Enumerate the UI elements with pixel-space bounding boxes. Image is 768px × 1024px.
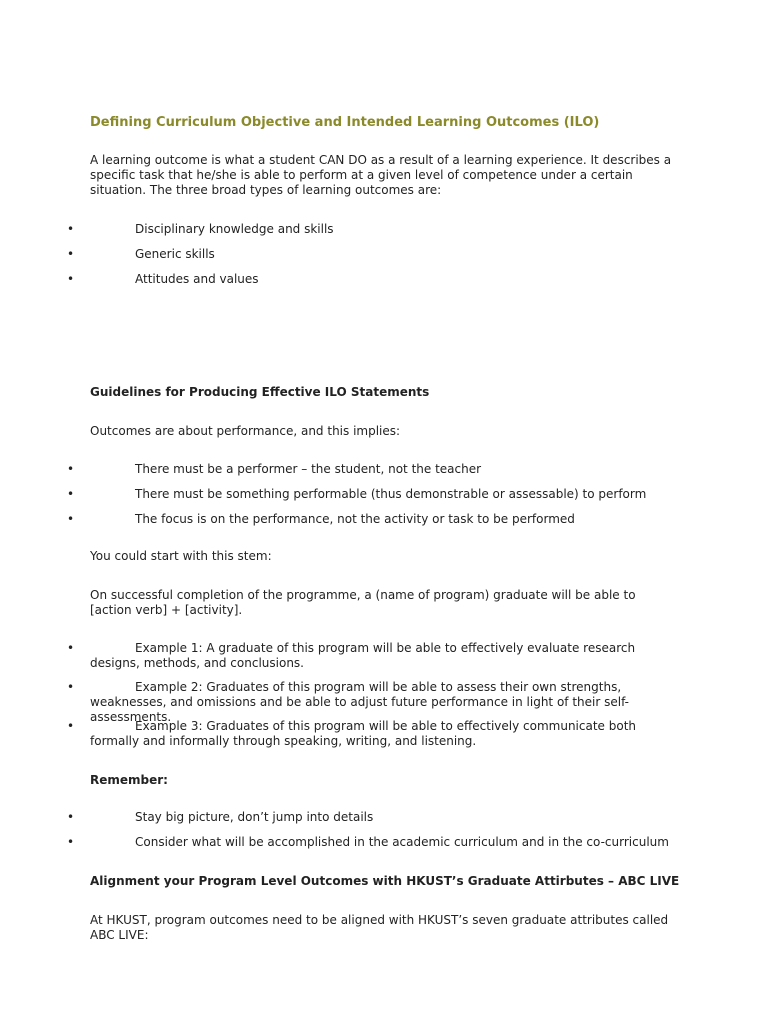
- outcomes-intro: Outcomes are about performance, and this implies:: [90, 424, 401, 438]
- list-item: • The focus is on the performance, not the activity or task to be performed: [67, 512, 575, 526]
- bullet-icon: •: [67, 487, 75, 501]
- remember-heading: Remember:: [90, 773, 168, 787]
- bullet-icon: •: [67, 512, 75, 526]
- bullet-icon: •: [67, 680, 75, 694]
- list-item: • Example 2: Graduates of this program will be able to assess their own strengths, weaknesses, and omissions and be able to adjust future performance in light of their self-assessments.: [67, 680, 629, 724]
- bullet-icon: •: [67, 719, 75, 733]
- list-item: • Generic skills: [67, 247, 215, 261]
- list-item: • There must be a performer – the student, not the teacher: [67, 462, 482, 476]
- list-item: • Stay big picture, don’t jump into details: [67, 810, 374, 824]
- bullet-icon: •: [67, 641, 75, 655]
- implications-list: [0, 462, 700, 537]
- list-item: • Consider what will be accomplished in the academic curriculum and in the co-curriculum: [67, 835, 669, 849]
- outcome-types-list: [0, 222, 700, 297]
- intro-paragraph: A learning outcome is what a student CAN DO as a result of a learning experience. It describes a specific task that he/she is able to perform at a given level of competence under a certain situation. The three broad types of learning outcomes are:: [90, 153, 672, 197]
- stem-paragraph: On successful completion of the programme, a (name of program) graduate will be able to [action verb] + [activity].: [90, 588, 636, 617]
- list-item: • There must be something performable (thus demonstrable or assessable) to perform: [67, 487, 647, 501]
- guidelines-heading: Guidelines for Producing Effective ILO Statements: [90, 385, 430, 399]
- list-item: • Attitudes and values: [67, 272, 259, 286]
- remember-list: [0, 810, 700, 860]
- bullet-icon: •: [67, 462, 75, 476]
- list-item: • Example 3: Graduates of this program will be able to effectively communicate both formally and informally through speaking, writing, and listening.: [67, 719, 637, 748]
- bullet-icon: •: [67, 835, 75, 849]
- alignment-heading: Alignment your Program Level Outcomes with HKUST’s Graduate Attirbutes – ABC LIVE: [90, 874, 680, 888]
- alignment-paragraph: At HKUST, program outcomes need to be aligned with HKUST’s seven graduate attributes called ABC LIVE:: [90, 913, 669, 942]
- bullet-icon: •: [67, 222, 75, 236]
- examples-list: [0, 641, 700, 758]
- page-title: Defining Curriculum Objective and Intended Learning Outcomes (ILO): [90, 115, 600, 130]
- bullet-icon: •: [67, 810, 75, 824]
- list-item: • Example 1: A graduate of this program will be able to effectively evaluate research designs, methods, and conclusions.: [67, 641, 636, 670]
- bullet-icon: •: [67, 247, 75, 261]
- list-item: • Disciplinary knowledge and skills: [67, 222, 334, 236]
- bullet-icon: •: [67, 272, 75, 286]
- stem-intro: You could start with this stem:: [90, 549, 272, 563]
